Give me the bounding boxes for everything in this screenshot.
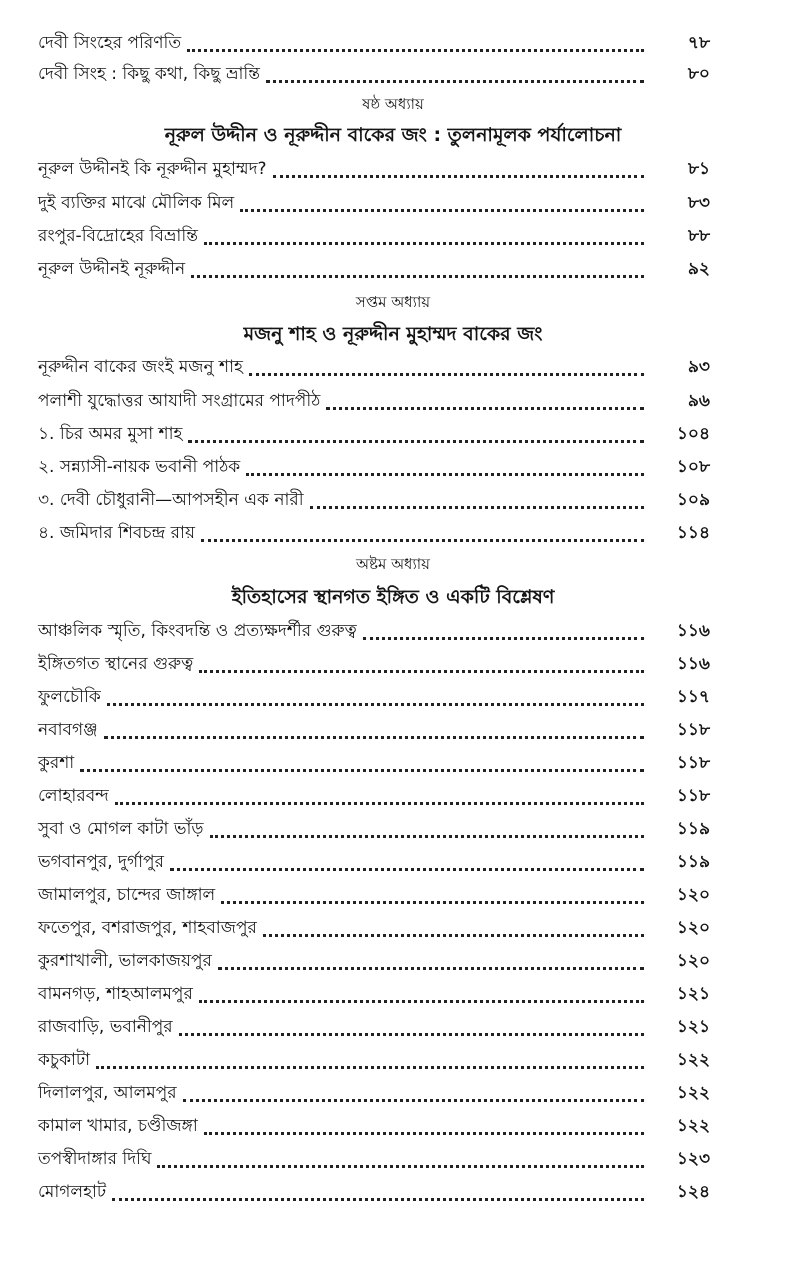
toc-entry-page: ১২০: [676, 885, 710, 905]
toc-entry: [38, 420, 710, 450]
toc-entry-title: ১. চির অমর মুসা শাহ: [38, 424, 183, 444]
toc-entry-title: ৩. দেবী চৌধুরানী—আপসহীন এক নারী: [38, 490, 304, 510]
dot-leader: [199, 1000, 644, 1003]
dot-leader: [249, 373, 644, 376]
toc-entry-page: ১১৮: [676, 720, 710, 740]
dot-leader: [266, 80, 644, 83]
toc-entry-title: নূরুদ্দীন বাকের জংই মজনু শাহ: [38, 357, 243, 377]
toc-entry-page: ১০৮: [676, 457, 710, 477]
toc-entry-page: ১০৪: [676, 424, 710, 444]
chapter-title: মজনু শাহ ও নূরুদ্দীন মুহাম্মদ বাকের জং: [243, 323, 543, 345]
toc-entry-title: রাজবাড়ি, ভবানীপুর: [38, 1017, 173, 1037]
dot-leader: [179, 1033, 644, 1036]
dot-leader: [157, 1165, 644, 1168]
toc-entry-title: জামালপুর, চান্দের জাঙ্গাল: [38, 885, 216, 905]
dot-leader: [210, 835, 644, 838]
toc-entry-page: ১১৬: [676, 654, 710, 674]
toc-entry: [38, 947, 710, 977]
toc-entry-page: ৯২: [687, 259, 710, 279]
toc-entry: [38, 980, 710, 1010]
toc-entry: [38, 782, 710, 812]
dot-leader: [201, 539, 644, 542]
chapter-label: অষ্টম অধ্যায়: [355, 555, 430, 573]
dot-leader: [326, 407, 644, 410]
toc-entry: [38, 486, 710, 516]
dot-leader: [188, 440, 644, 443]
toc-entry-page: ১২১: [676, 984, 710, 1004]
dot-leader: [170, 868, 644, 871]
chapter-label: সপ্তম অধ্যায়: [355, 293, 431, 311]
dot-leader: [112, 1198, 644, 1201]
dot-leader: [199, 670, 644, 673]
toc-entry: [38, 914, 710, 944]
dot-leader: [246, 473, 644, 476]
toc-entry-title: রংপুর-বিদ্রোহের বিভ্রান্তি: [38, 226, 198, 246]
toc-entry-page: ১১৪: [676, 523, 710, 543]
dot-leader: [96, 1066, 644, 1069]
toc-entry-title: আঞ্চলিক স্মৃতি, কিংবদন্তি ও প্রত্যক্ষদর্শীর গুরুত্ব: [38, 621, 357, 641]
toc-entry-page: ১২৪: [676, 1182, 710, 1202]
toc-entry-title: লোহারবন্দ: [38, 786, 109, 806]
dot-leader: [204, 242, 644, 245]
toc-entry-page: ১১৬: [676, 621, 710, 641]
dot-leader: [204, 1132, 644, 1135]
toc-entry-page: ১২১: [676, 1017, 710, 1037]
toc-entry: [38, 1013, 710, 1043]
dot-leader: [218, 967, 644, 970]
toc-entry-page: ১১৯: [676, 852, 710, 872]
toc-entry-title: ইঙ্গিতগত স্থানের গুরুত্ব: [38, 654, 194, 674]
toc-entry-title: বামনগড়, শাহআলমপুর: [38, 984, 193, 1004]
toc-entry: [38, 881, 710, 911]
toc-entry-title: দেবী সিংহের পরিণতি: [38, 33, 182, 53]
toc-entry-title: তপস্বীদাঙ্গার দিঘি: [38, 1149, 152, 1169]
toc-entry: [38, 683, 710, 713]
toc-entry-page: ৮৩: [687, 193, 710, 213]
toc-entry-page: ১২০: [676, 918, 710, 938]
toc-entry-title: ফতেপুর, বশরাজপুর, শাহবাজপুর: [38, 918, 257, 938]
chapter-title: ইতিহাসের স্থানগত ইঙ্গিত ও একটি বিশ্লেষণ: [231, 586, 555, 608]
toc-entry-title: নূরুল উদ্দীনই নূরুদ্দীন: [38, 259, 186, 279]
toc-entry-page: ১২২: [676, 1083, 710, 1103]
dot-leader: [363, 637, 644, 640]
toc-entry-title: দুই ব্যক্তির মাঝে মৌলিক মিল: [38, 193, 235, 213]
toc-entry: [38, 1079, 710, 1109]
dot-leader: [240, 209, 644, 212]
toc-entry: [38, 155, 710, 185]
toc-entry: [38, 519, 710, 549]
toc-entry: [38, 29, 710, 59]
toc-entry-title: পলাশী যুদ্ধোত্তর আযাদী সংগ্রামের পাদপীঠ: [38, 391, 321, 411]
toc-entry-page: ১১৯: [676, 819, 710, 839]
toc-entry: [38, 1178, 710, 1208]
toc-entry: [38, 222, 710, 252]
dot-leader: [187, 49, 644, 52]
toc-entry: [38, 1112, 710, 1142]
toc-entry: [38, 617, 710, 647]
toc-entry-title: ভগবানপুর, দুর্গাপুর: [38, 852, 164, 872]
toc-entry-page: ১০৯: [676, 490, 710, 510]
toc-entry: [38, 1145, 710, 1175]
toc-entry-page: ১১৮: [676, 786, 710, 806]
toc-entry-title: দেবী সিংহ : কিছু কথা, কিছু ভ্রান্তি: [38, 64, 260, 84]
toc-entry-title: নবাবগঞ্জ: [38, 720, 98, 740]
toc-entry-page: ৮১: [687, 159, 710, 179]
chapter-title: নূরুল উদ্দীন ও নূরুদ্দীন বাকের জং : তুলনামূলক পর্যালোচনা: [164, 124, 622, 146]
toc-entry: [38, 716, 710, 746]
dot-leader: [80, 769, 644, 772]
toc-entry: [38, 353, 710, 383]
toc-entry: [38, 815, 710, 845]
dot-leader: [104, 736, 644, 739]
toc-entry-title: সুবা ও মোগল কাটা ভাঁড়: [38, 819, 204, 839]
dot-leader: [263, 934, 644, 937]
toc-entry: [38, 650, 710, 680]
dot-leader: [115, 802, 644, 805]
toc-entry-page: ১১৮: [676, 753, 710, 773]
toc-entry-page: ৮৮: [687, 226, 710, 246]
dot-leader: [107, 703, 644, 706]
toc-entry: [38, 60, 710, 90]
dot-leader: [221, 901, 644, 904]
toc-entry-title: মোগলহাট: [38, 1182, 107, 1202]
toc-entry: [38, 255, 710, 285]
toc-entry: [38, 749, 710, 779]
dot-leader: [310, 506, 644, 509]
toc-entry-title: ৪. জমিদার শিবচন্দ্র রায়: [38, 523, 195, 543]
toc-entry-page: ১২২: [676, 1116, 710, 1136]
chapter-label: ষষ্ঠ অধ্যায়: [362, 95, 424, 113]
toc-entry: [38, 848, 710, 878]
toc-entry-page: ৭৮: [687, 33, 710, 53]
toc-entry: [38, 387, 710, 417]
toc-entry-page: ১২২: [676, 1050, 710, 1070]
toc-entry-page: ১১৭: [676, 687, 710, 707]
toc-entry-page: ১২৩: [676, 1149, 710, 1169]
dot-leader: [183, 1099, 644, 1102]
toc-entry: [38, 1046, 710, 1076]
toc-entry-title: কুরশাখালী, ভালকাজয়পুর: [38, 951, 212, 971]
toc-entry-title: কামাল খামার, চণ্ডীজঙ্গা: [38, 1116, 198, 1136]
toc-entry-title: কচুকাটা: [38, 1050, 91, 1070]
toc-entry: [38, 189, 710, 219]
toc-entry-title: ফুলচৌকি: [38, 687, 101, 707]
toc-entry-title: ২. সন্ন্যাসী-নায়ক ভবানী পাঠক: [38, 457, 241, 477]
toc-entry-page: ৮০: [687, 64, 710, 84]
toc-entry-title: নূরুল উদ্দীনই কি নূরুদ্দীন মুহাম্মদ?: [38, 159, 267, 179]
dot-leader: [273, 175, 644, 178]
toc-entry-page: ৯৩: [687, 357, 710, 377]
dot-leader: [191, 275, 644, 278]
toc-entry: [38, 453, 710, 483]
toc-entry-page: ৯৬: [687, 391, 710, 411]
toc-entry-page: ১২০: [676, 951, 710, 971]
toc-entry-title: কুরশা: [38, 753, 75, 773]
toc-entry-title: দিলালপুর, আলমপুর: [38, 1083, 177, 1103]
